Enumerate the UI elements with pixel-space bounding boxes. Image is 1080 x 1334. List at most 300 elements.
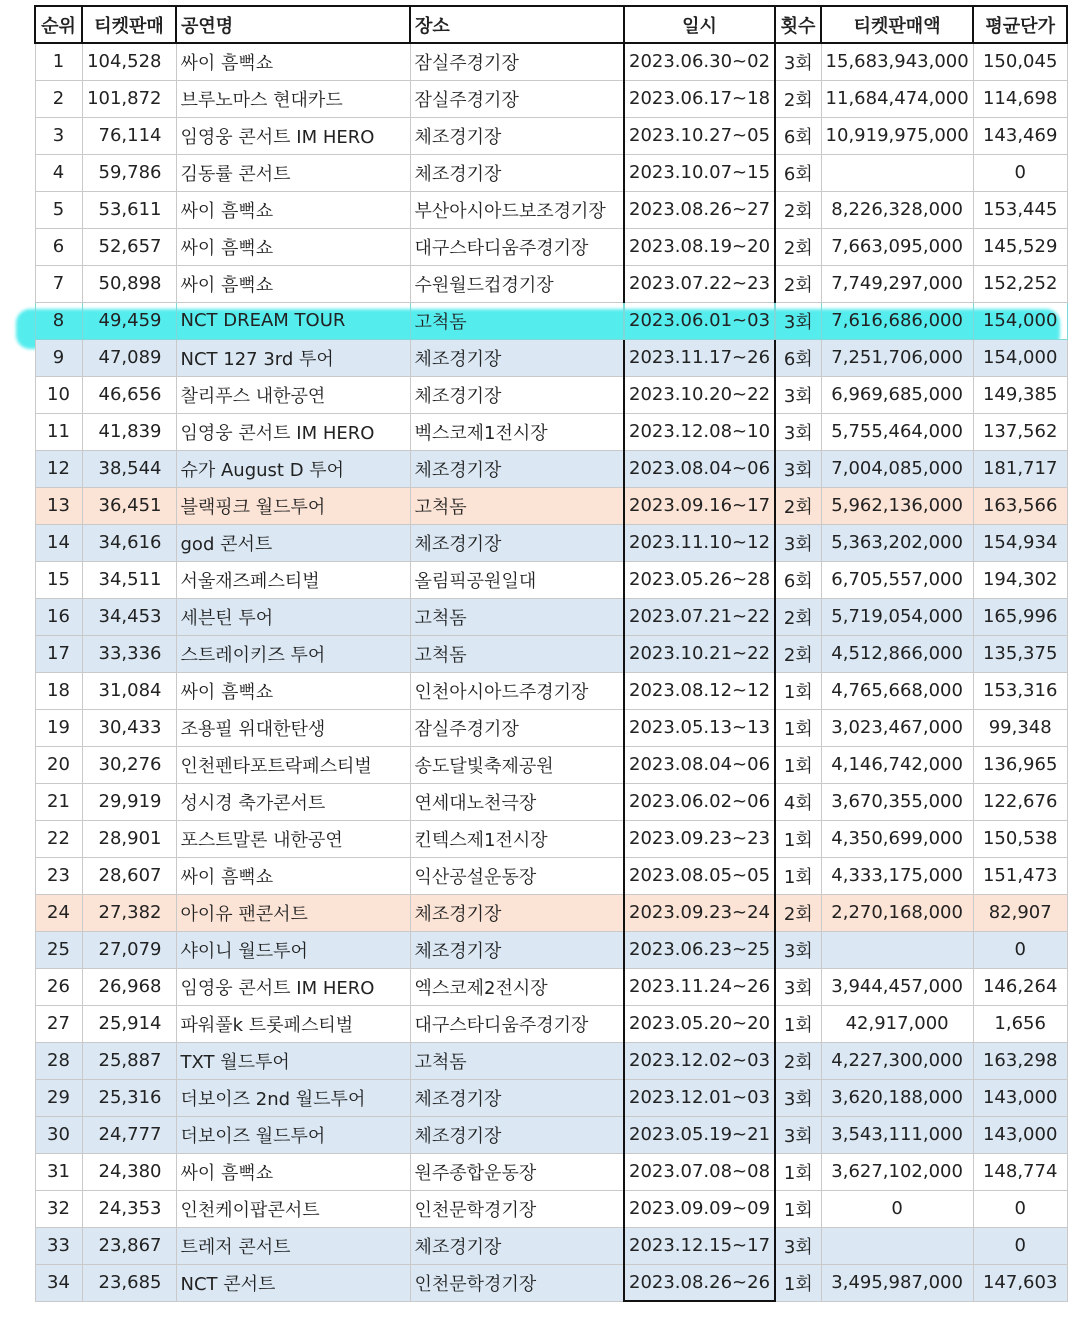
table-row [35, 931, 1067, 968]
count-cell: 1회 [775, 1190, 821, 1227]
sales-cell: 30,276 [82, 746, 176, 783]
performance-name-cell: 샤이니 월드투어 [176, 931, 410, 968]
venue-cell: 대구스타디움주경기장 [410, 228, 624, 265]
table-row [35, 1190, 1067, 1227]
date-cell: 2023.06.23~25 [624, 931, 775, 968]
date-cell: 2023.07.21~22 [624, 598, 775, 635]
venue-cell: 체조경기장 [410, 894, 624, 931]
rank-cell: 3 [35, 117, 82, 154]
avg-price-cell: 146,264 [973, 968, 1067, 1005]
performance-name-cell: 김동률 콘서트 [176, 154, 410, 191]
table-row [35, 857, 1067, 894]
revenue-cell: 5,719,054,000 [821, 598, 973, 635]
table-row [35, 1079, 1067, 1116]
rank-cell: 13 [35, 487, 82, 524]
revenue-cell [821, 931, 973, 968]
venue-cell: 송도달빛축제공원 [410, 746, 624, 783]
avg-price-cell: 147,603 [973, 1264, 1067, 1301]
venue-cell: 고척돔 [410, 487, 624, 524]
table-row [35, 709, 1067, 746]
performance-name-cell: 싸이 흠뻑쇼 [176, 43, 410, 80]
performance-name-cell: 더보이즈 2nd 월드투어 [176, 1079, 410, 1116]
performance-name-cell: 임영웅 콘서트 IM HERO [176, 117, 410, 154]
count-cell: 2회 [775, 598, 821, 635]
performance-name-cell: 임영웅 콘서트 IM HERO [176, 413, 410, 450]
performance-name-cell: 찰리푸스 내한공연 [176, 376, 410, 413]
rank-cell: 27 [35, 1005, 82, 1042]
rank-cell: 9 [35, 339, 82, 376]
count-cell: 3회 [775, 1116, 821, 1153]
count-cell: 1회 [775, 746, 821, 783]
avg-price-cell: 82,907 [973, 894, 1067, 931]
sales-cell: 53,611 [82, 191, 176, 228]
rank-cell: 12 [35, 450, 82, 487]
count-cell: 1회 [775, 1153, 821, 1190]
date-cell: 2023.10.27~05 [624, 117, 775, 154]
revenue-cell: 3,670,355,000 [821, 783, 973, 820]
count-cell: 3회 [775, 524, 821, 561]
sales-cell: 47,089 [82, 339, 176, 376]
sales-cell: 25,887 [82, 1042, 176, 1079]
avg-price-cell: 136,965 [973, 746, 1067, 783]
venue-cell: 고척돔 [410, 302, 624, 339]
revenue-cell: 4,512,866,000 [821, 635, 973, 672]
avg-price-cell: 0 [973, 154, 1067, 191]
rank-cell: 34 [35, 1264, 82, 1301]
table-row [35, 783, 1067, 820]
venue-cell: 체조경기장 [410, 524, 624, 561]
avg-price-cell: 143,000 [973, 1116, 1067, 1153]
table-row [35, 43, 1067, 80]
avg-price-cell: 0 [973, 1227, 1067, 1264]
table-row [35, 598, 1067, 635]
avg-price-cell: 194,302 [973, 561, 1067, 598]
venue-cell: 고척돔 [410, 1042, 624, 1079]
venue-cell: 잠실주경기장 [410, 709, 624, 746]
avg-price-cell: 163,298 [973, 1042, 1067, 1079]
date-cell: 2023.07.22~23 [624, 265, 775, 302]
venue-cell: 체조경기장 [410, 154, 624, 191]
date-cell: 2023.09.16~17 [624, 487, 775, 524]
sales-cell: 23,867 [82, 1227, 176, 1264]
table-row [35, 1005, 1067, 1042]
venue-cell: 인천아시아드주경기장 [410, 672, 624, 709]
venue-cell: 잠실주경기장 [410, 80, 624, 117]
revenue-cell: 3,627,102,000 [821, 1153, 973, 1190]
date-cell: 2023.08.26~26 [624, 1264, 775, 1301]
sales-cell: 49,459 [82, 302, 176, 339]
count-cell: 3회 [775, 1079, 821, 1116]
table-row [35, 894, 1067, 931]
date-cell: 2023.08.19~20 [624, 228, 775, 265]
avg-price-cell: 135,375 [973, 635, 1067, 672]
performance-name-cell: 임영웅 콘서트 IM HERO [176, 968, 410, 1005]
rank-cell: 31 [35, 1153, 82, 1190]
sales-cell: 52,657 [82, 228, 176, 265]
date-cell: 2023.05.20~20 [624, 1005, 775, 1042]
sales-cell: 101,872 [82, 80, 176, 117]
table-row [35, 80, 1067, 117]
sales-cell: 34,511 [82, 561, 176, 598]
count-cell: 2회 [775, 894, 821, 931]
table-row [35, 265, 1067, 302]
avg-price-cell: 99,348 [973, 709, 1067, 746]
revenue-cell: 0 [821, 1190, 973, 1227]
venue-cell: 수원월드컵경기장 [410, 265, 624, 302]
date-cell: 2023.11.24~26 [624, 968, 775, 1005]
revenue-cell: 15,683,943,000 [821, 43, 973, 80]
date-cell: 2023.07.08~08 [624, 1153, 775, 1190]
revenue-cell: 3,620,188,000 [821, 1079, 973, 1116]
table-row [35, 1264, 1067, 1301]
sales-cell: 28,607 [82, 857, 176, 894]
avg-price-cell: 148,774 [973, 1153, 1067, 1190]
rank-cell: 1 [35, 43, 82, 80]
venue-cell: 고척돔 [410, 598, 624, 635]
date-cell: 2023.09.23~24 [624, 894, 775, 931]
venue-cell: 엑스코제2전시장 [410, 968, 624, 1005]
performance-name-cell: god 콘서트 [176, 524, 410, 561]
header-count: 횟수 [775, 6, 821, 43]
table-row [35, 450, 1067, 487]
performance-name-cell: 싸이 흠뻑쇼 [176, 672, 410, 709]
avg-price-cell: 150,045 [973, 43, 1067, 80]
revenue-cell: 5,755,464,000 [821, 413, 973, 450]
rank-cell: 6 [35, 228, 82, 265]
rank-cell: 14 [35, 524, 82, 561]
sales-cell: 41,839 [82, 413, 176, 450]
venue-cell: 체조경기장 [410, 339, 624, 376]
avg-price-cell: 143,469 [973, 117, 1067, 154]
count-cell: 2회 [775, 80, 821, 117]
date-cell: 2023.12.08~10 [624, 413, 775, 450]
venue-cell: 부산아시아드보조경기장 [410, 191, 624, 228]
venue-cell: 체조경기장 [410, 931, 624, 968]
revenue-cell: 5,363,202,000 [821, 524, 973, 561]
count-cell: 4회 [775, 783, 821, 820]
performance-name-cell: 슈가 August D 투어 [176, 450, 410, 487]
count-cell: 1회 [775, 1005, 821, 1042]
sales-cell: 24,380 [82, 1153, 176, 1190]
performance-name-cell: 세븐틴 투어 [176, 598, 410, 635]
count-cell: 3회 [775, 968, 821, 1005]
sales-cell: 30,433 [82, 709, 176, 746]
revenue-cell: 7,663,095,000 [821, 228, 973, 265]
sales-cell: 46,656 [82, 376, 176, 413]
revenue-cell: 2,270,168,000 [821, 894, 973, 931]
count-cell: 2회 [775, 228, 821, 265]
sales-cell: 25,316 [82, 1079, 176, 1116]
date-cell: 2023.11.17~26 [624, 339, 775, 376]
avg-price-cell: 154,000 [973, 302, 1067, 339]
revenue-cell: 42,917,000 [821, 1005, 973, 1042]
header-revenue: 티켓판매액 [821, 6, 973, 43]
revenue-cell: 7,251,706,000 [821, 339, 973, 376]
rank-cell: 30 [35, 1116, 82, 1153]
table-row [35, 561, 1067, 598]
performance-name-cell: 서울재즈페스티벌 [176, 561, 410, 598]
date-cell: 2023.10.07~15 [624, 154, 775, 191]
date-cell: 2023.10.20~22 [624, 376, 775, 413]
sales-cell: 104,528 [82, 43, 176, 80]
avg-price-cell: 122,676 [973, 783, 1067, 820]
performance-name-cell: 더보이즈 월드투어 [176, 1116, 410, 1153]
table-row [35, 672, 1067, 709]
table-row [35, 302, 1067, 339]
rank-cell: 25 [35, 931, 82, 968]
rank-cell: 17 [35, 635, 82, 672]
avg-price-cell: 143,000 [973, 1079, 1067, 1116]
avg-price-cell: 152,252 [973, 265, 1067, 302]
avg-price-cell: 154,000 [973, 339, 1067, 376]
avg-price-cell: 150,538 [973, 820, 1067, 857]
avg-price-cell: 153,316 [973, 672, 1067, 709]
rank-cell: 33 [35, 1227, 82, 1264]
sales-cell: 27,079 [82, 931, 176, 968]
header-avg: 평균단가 [973, 6, 1067, 43]
sales-cell: 34,453 [82, 598, 176, 635]
sales-cell: 23,685 [82, 1264, 176, 1301]
count-cell: 3회 [775, 376, 821, 413]
avg-price-cell: 114,698 [973, 80, 1067, 117]
performance-name-cell: 성시경 축가콘서트 [176, 783, 410, 820]
revenue-cell: 7,004,085,000 [821, 450, 973, 487]
avg-price-cell: 145,529 [973, 228, 1067, 265]
venue-cell: 벡스코제1전시장 [410, 413, 624, 450]
venue-cell: 체조경기장 [410, 450, 624, 487]
sales-cell: 50,898 [82, 265, 176, 302]
count-cell: 1회 [775, 857, 821, 894]
date-cell: 2023.08.05~05 [624, 857, 775, 894]
ticket-sales-table [34, 5, 1068, 1302]
table-row [35, 1042, 1067, 1079]
performance-name-cell: 트레저 콘서트 [176, 1227, 410, 1264]
count-cell: 3회 [775, 931, 821, 968]
date-cell: 2023.05.19~21 [624, 1116, 775, 1153]
revenue-cell: 8,226,328,000 [821, 191, 973, 228]
avg-price-cell: 149,385 [973, 376, 1067, 413]
rank-cell: 8 [35, 302, 82, 339]
date-cell: 2023.06.17~18 [624, 80, 775, 117]
table-row [35, 191, 1067, 228]
revenue-cell: 6,705,557,000 [821, 561, 973, 598]
table-row [35, 117, 1067, 154]
table-row [35, 635, 1067, 672]
venue-cell: 인천문학경기장 [410, 1190, 624, 1227]
table-row [35, 820, 1067, 857]
sales-cell: 38,544 [82, 450, 176, 487]
rank-cell: 32 [35, 1190, 82, 1227]
date-cell: 2023.06.01~03 [624, 302, 775, 339]
venue-cell: 원주종합운동장 [410, 1153, 624, 1190]
count-cell: 3회 [775, 413, 821, 450]
sales-cell: 26,968 [82, 968, 176, 1005]
performance-name-cell: 싸이 흠뻑쇼 [176, 857, 410, 894]
header-sales: 티켓판매 [82, 6, 176, 43]
count-cell: 6회 [775, 117, 821, 154]
table-row [35, 1153, 1067, 1190]
rank-cell: 4 [35, 154, 82, 191]
rank-cell: 20 [35, 746, 82, 783]
venue-cell: 대구스타디움주경기장 [410, 1005, 624, 1042]
avg-price-cell: 154,934 [973, 524, 1067, 561]
table-row [35, 1227, 1067, 1264]
header-date: 일시 [624, 6, 775, 43]
date-cell: 2023.12.01~03 [624, 1079, 775, 1116]
revenue-cell [821, 154, 973, 191]
rank-cell: 23 [35, 857, 82, 894]
header-venue: 장소 [410, 6, 624, 43]
count-cell: 6회 [775, 339, 821, 376]
table-row [35, 487, 1067, 524]
rank-cell: 11 [35, 413, 82, 450]
count-cell: 2회 [775, 487, 821, 524]
venue-cell: 잠실주경기장 [410, 43, 624, 80]
performance-name-cell: 브루노마스 현대카드 [176, 80, 410, 117]
count-cell: 3회 [775, 43, 821, 80]
venue-cell: 체조경기장 [410, 1227, 624, 1264]
date-cell: 2023.08.04~06 [624, 746, 775, 783]
count-cell: 2회 [775, 191, 821, 228]
performance-name-cell: 인천케이팝콘서트 [176, 1190, 410, 1227]
venue-cell: 인천문학경기장 [410, 1264, 624, 1301]
venue-cell: 고척돔 [410, 635, 624, 672]
count-cell: 1회 [775, 672, 821, 709]
rank-cell: 28 [35, 1042, 82, 1079]
revenue-cell: 11,684,474,000 [821, 80, 973, 117]
table-row [35, 413, 1067, 450]
revenue-cell: 3,495,987,000 [821, 1264, 973, 1301]
avg-price-cell: 165,996 [973, 598, 1067, 635]
sales-cell: 28,901 [82, 820, 176, 857]
count-cell: 3회 [775, 450, 821, 487]
count-cell: 3회 [775, 1227, 821, 1264]
revenue-cell: 4,227,300,000 [821, 1042, 973, 1079]
count-cell: 3회 [775, 302, 821, 339]
revenue-cell: 4,146,742,000 [821, 746, 973, 783]
avg-price-cell: 151,473 [973, 857, 1067, 894]
performance-name-cell: TXT 월드투어 [176, 1042, 410, 1079]
venue-cell: 익산공설운동장 [410, 857, 624, 894]
rank-cell: 18 [35, 672, 82, 709]
avg-price-cell: 1,656 [973, 1005, 1067, 1042]
revenue-cell: 10,919,975,000 [821, 117, 973, 154]
performance-name-cell: NCT 콘서트 [176, 1264, 410, 1301]
revenue-cell [821, 1227, 973, 1264]
count-cell: 6회 [775, 561, 821, 598]
revenue-cell: 7,616,686,000 [821, 302, 973, 339]
count-cell: 2회 [775, 265, 821, 302]
sales-cell: 27,382 [82, 894, 176, 931]
revenue-cell: 3,023,467,000 [821, 709, 973, 746]
performance-name-cell: 싸이 흠뻑쇼 [176, 1153, 410, 1190]
rank-cell: 7 [35, 265, 82, 302]
rank-cell: 26 [35, 968, 82, 1005]
performance-name-cell: 조용필 위대한탄생 [176, 709, 410, 746]
performance-name-cell: 아이유 팬콘서트 [176, 894, 410, 931]
table-body [35, 43, 1067, 1301]
sales-cell: 24,353 [82, 1190, 176, 1227]
table-row [35, 746, 1067, 783]
table-row [35, 376, 1067, 413]
date-cell: 2023.06.30~02 [624, 43, 775, 80]
revenue-cell: 5,962,136,000 [821, 487, 973, 524]
avg-price-cell: 0 [973, 931, 1067, 968]
date-cell: 2023.08.04~06 [624, 450, 775, 487]
rank-cell: 19 [35, 709, 82, 746]
rank-cell: 15 [35, 561, 82, 598]
rank-cell: 21 [35, 783, 82, 820]
count-cell: 1회 [775, 1264, 821, 1301]
sales-cell: 25,914 [82, 1005, 176, 1042]
sales-cell: 76,114 [82, 117, 176, 154]
date-cell: 2023.08.26~27 [624, 191, 775, 228]
sales-cell: 36,451 [82, 487, 176, 524]
performance-name-cell: 인천펜타포트락페스티벌 [176, 746, 410, 783]
avg-price-cell: 0 [973, 1190, 1067, 1227]
date-cell: 2023.12.02~03 [624, 1042, 775, 1079]
sales-cell: 29,919 [82, 783, 176, 820]
revenue-cell: 4,765,668,000 [821, 672, 973, 709]
avg-price-cell: 181,717 [973, 450, 1067, 487]
sales-cell: 33,336 [82, 635, 176, 672]
table-row [35, 1116, 1067, 1153]
date-cell: 2023.08.12~12 [624, 672, 775, 709]
date-cell: 2023.09.09~09 [624, 1190, 775, 1227]
performance-name-cell: NCT 127 3rd 투어 [176, 339, 410, 376]
performance-name-cell: 파워풀k 트롯페스티벌 [176, 1005, 410, 1042]
revenue-cell: 3,944,457,000 [821, 968, 973, 1005]
rank-cell: 24 [35, 894, 82, 931]
venue-cell: 체조경기장 [410, 1079, 624, 1116]
venue-cell: 연세대노천극장 [410, 783, 624, 820]
table-row [35, 968, 1067, 1005]
rank-cell: 2 [35, 80, 82, 117]
venue-cell: 킨텍스제1전시장 [410, 820, 624, 857]
venue-cell: 체조경기장 [410, 1116, 624, 1153]
date-cell: 2023.06.02~06 [624, 783, 775, 820]
rank-cell: 10 [35, 376, 82, 413]
performance-name-cell: 싸이 흠뻑쇼 [176, 191, 410, 228]
performance-name-cell: 싸이 흠뻑쇼 [176, 228, 410, 265]
count-cell: 2회 [775, 635, 821, 672]
date-cell: 2023.11.10~12 [624, 524, 775, 561]
table-row [35, 524, 1067, 561]
revenue-cell: 6,969,685,000 [821, 376, 973, 413]
date-cell: 2023.05.13~13 [624, 709, 775, 746]
performance-name-cell: 싸이 흠뻑쇼 [176, 265, 410, 302]
header-row [35, 6, 1067, 43]
avg-price-cell: 137,562 [973, 413, 1067, 450]
performance-name-cell: 블랙핑크 월드투어 [176, 487, 410, 524]
venue-cell: 체조경기장 [410, 117, 624, 154]
revenue-cell: 3,543,111,000 [821, 1116, 973, 1153]
count-cell: 2회 [775, 1042, 821, 1079]
rank-cell: 22 [35, 820, 82, 857]
count-cell: 1회 [775, 820, 821, 857]
sales-cell: 31,084 [82, 672, 176, 709]
avg-price-cell: 163,566 [973, 487, 1067, 524]
avg-price-cell: 153,445 [973, 191, 1067, 228]
performance-name-cell: 스트레이키즈 투어 [176, 635, 410, 672]
count-cell: 1회 [775, 709, 821, 746]
revenue-cell: 7,749,297,000 [821, 265, 973, 302]
revenue-cell: 4,350,699,000 [821, 820, 973, 857]
date-cell: 2023.10.21~22 [624, 635, 775, 672]
revenue-cell: 4,333,175,000 [821, 857, 973, 894]
rank-cell: 29 [35, 1079, 82, 1116]
table-row [35, 154, 1067, 191]
